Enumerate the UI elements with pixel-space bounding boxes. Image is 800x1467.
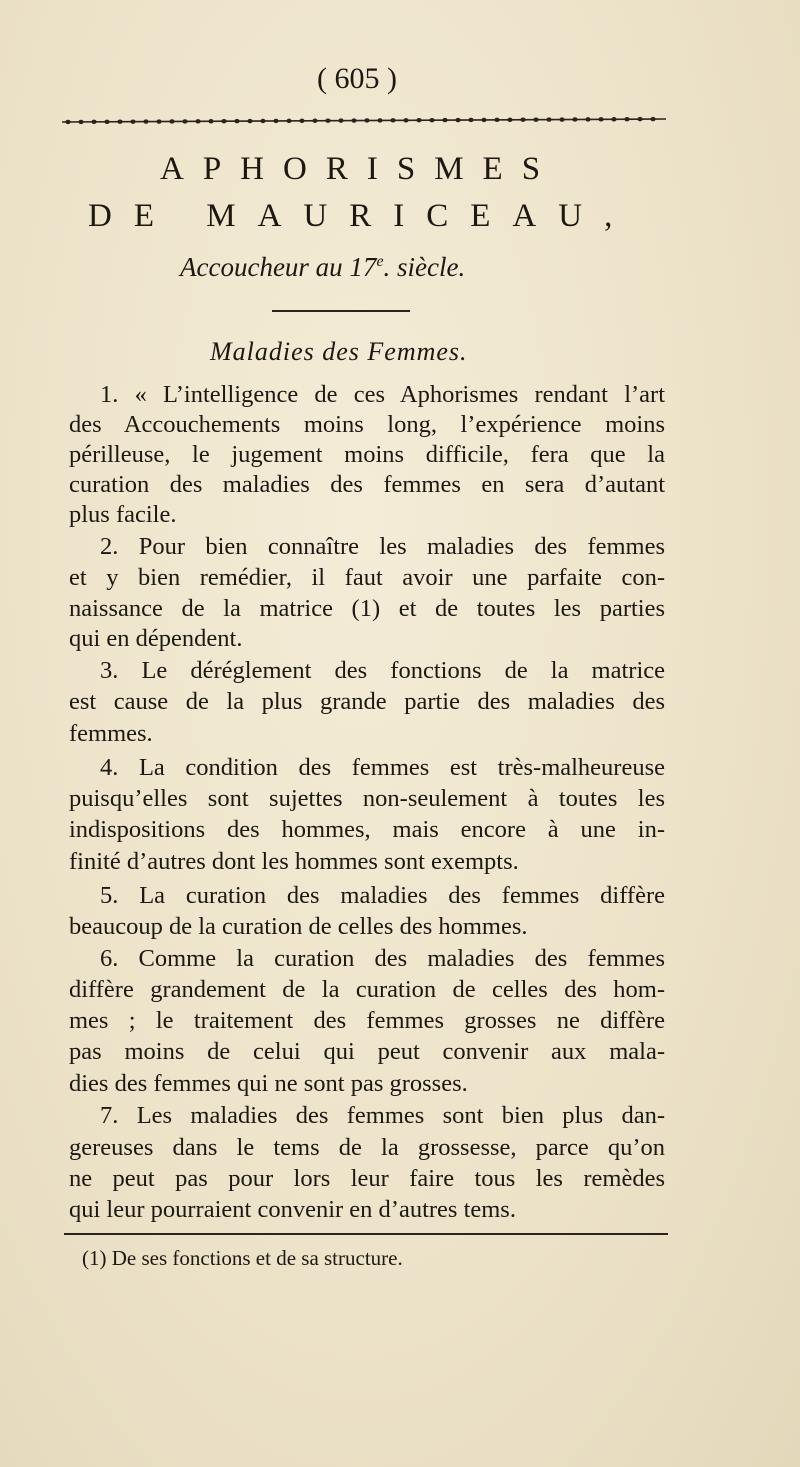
ornament-dot [494,118,499,122]
ornament-dot [299,119,304,123]
ornament-dot [234,119,239,123]
ornament-dot [455,118,460,122]
ornament-dot [442,118,447,122]
ornament-dot [624,117,629,121]
ornament-dot [260,119,265,123]
ornament-dot [403,118,408,122]
ornament-dot [390,118,395,122]
ornament-dot [195,119,200,123]
ornament-dot [208,119,213,123]
ornament-dot [286,119,291,123]
body-line: indispositions des hommes, mais encore à une in- [69,816,665,843]
ornament-dot [429,118,434,122]
separator-rule [272,310,410,312]
body-line: périlleuse, le jugement moins difficile, fera que la [69,441,665,468]
body-line: pas moins de celui qui peut convenir aux mala- [69,1038,665,1065]
ornament-dot [637,117,642,121]
title-de-mauriceau: DE MAURICEAU, [88,198,635,234]
title-aphorismes: APHORISMES [160,151,560,187]
body-line: curation des maladies des femmes en sera d’autant [69,471,665,498]
body-line: mes ; le traitement des femmes grosses ne diffère [69,1007,665,1034]
ornament-dot [273,119,278,123]
ornament-dot [91,120,96,124]
body-line: des Accouchements moins long, l’expérience moins [69,411,665,438]
ornament-dot [533,117,538,121]
ornament-dot [611,117,616,121]
ornament-dot [507,118,512,122]
body-line: 4. La condition des femmes est très-malheureuse [100,754,665,781]
body-line: qui en dépendent. [69,625,243,652]
ornament-dot [143,119,148,123]
ornament-dot [78,120,83,124]
body-line: 1. « L’intelligence de ces Aphorismes rendant l’art [100,381,665,408]
page-number: ( 605 ) [317,62,397,95]
body-line: beaucoup de la curation de celles des hommes. [69,913,528,940]
ornament-dot [65,120,70,124]
body-line: et y bien remédier, il faut avoir une parfaite con- [69,564,665,591]
ornament-dot [221,119,226,123]
ornament-dot [338,118,343,122]
body-line: 6. Comme la curation des maladies des femmes [100,945,665,972]
ornament-dot [104,120,109,124]
ornament-dot [169,119,174,123]
subtitle-superscript: e [376,253,384,270]
section-title: Maladies des Femmes. [210,337,468,366]
body-line: gereuses dans le tems de la grossesse, parce qu’on [69,1134,665,1161]
ornament-dot [182,119,187,123]
ornament-dot [156,119,161,123]
ornament-dot [130,119,135,123]
body-line: femmes. [69,720,153,747]
footnote: (1) De ses fonctions et de sa structure. [82,1246,403,1270]
decorative-dotted-rule [62,113,666,129]
body-line: 7. Les maladies des femmes sont bien plus dan- [100,1102,665,1129]
ornament-dot [351,118,356,122]
ornament-dot [416,118,421,122]
subtitle-text-end: . siècle. [383,252,466,282]
ornament-dot [650,117,655,121]
subtitle [180,252,465,283]
body-line: dies des femmes qui ne sont pas grosses. [69,1070,468,1097]
subtitle-text: Accoucheur au 17 [180,252,377,282]
ornament-dot [481,118,486,122]
ornament-dot [559,117,564,121]
ornament-dot [364,118,369,122]
body-line: diffère grandement de la curation de celles des hom- [69,976,665,1003]
body-line: 3. Le déréglement des fonctions de la matrice [100,657,665,684]
body-line: puisqu’elles sont sujettes non-seulement à toutes les [69,785,665,812]
ornament-dot [377,118,382,122]
body-line: 5. La curation des maladies des femmes diffère [100,882,665,909]
footnote-rule [64,1233,668,1236]
body-line: qui leur pourraient convenir en d’autres tems. [69,1196,516,1223]
body-line: est cause de la plus grande partie des maladies des [69,688,665,715]
body-line: 2. Pour bien connaître les maladies des femmes [100,533,665,560]
ornament-dot [247,119,252,123]
ornament-dot [598,117,603,121]
ornament-dot [546,117,551,121]
body-line: naissance de la matrice (1) et de toutes les parties [69,595,665,622]
body-line: ne peut pas pour lors leur faire tous les remèdes [69,1165,665,1192]
body-line: plus facile. [69,501,177,528]
ornament-dot [520,118,525,122]
ornament-dot [572,117,577,121]
ornament-dot [312,119,317,123]
body-line: finité d’autres dont les hommes sont exempts. [69,848,519,875]
ornament-dot [325,118,330,122]
ornament-dot [117,120,122,124]
ornament-dot [468,118,473,122]
ornament-dot [585,117,590,121]
